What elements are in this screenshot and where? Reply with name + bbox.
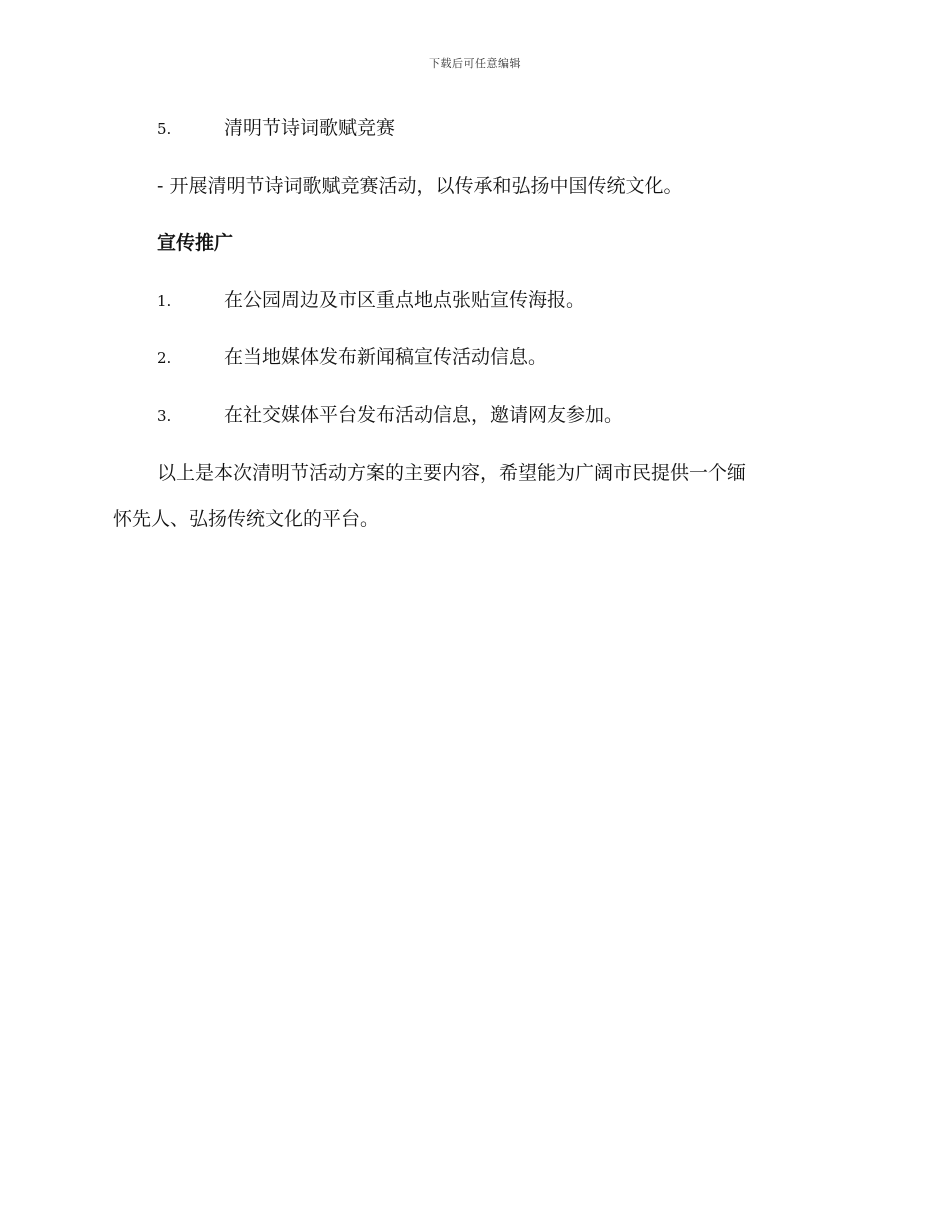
section-heading: 宣传推广 [157,232,234,254]
list-item-text: 清明节诗词歌赋竞赛 [224,117,396,139]
list-item-text: 在当地媒体发布新闻稿宣传活动信息。 [224,346,548,368]
list-number: 3. [157,407,172,425]
list-number: 5. [157,120,172,138]
list-number: 1. [157,292,172,310]
list-number: 2. [157,349,172,367]
conclusion-line-2: 怀先人、弘扬传统文化的平台。 [113,508,380,530]
page-header: 下载后可任意编辑 [429,57,521,70]
conclusion-line-1: 以上是本次清明节活动方案的主要内容，希望能为广阔市民提供一个缅 [157,462,747,484]
item-description: - 开展清明节诗词歌赋竞赛活动，以传承和弘扬中国传统文化。 [157,175,683,197]
list-item-text: 在社交媒体平台发布活动信息，邀请网友参加。 [224,404,624,426]
list-item-text: 在公园周边及市区重点地点张贴宣传海报。 [224,289,586,311]
